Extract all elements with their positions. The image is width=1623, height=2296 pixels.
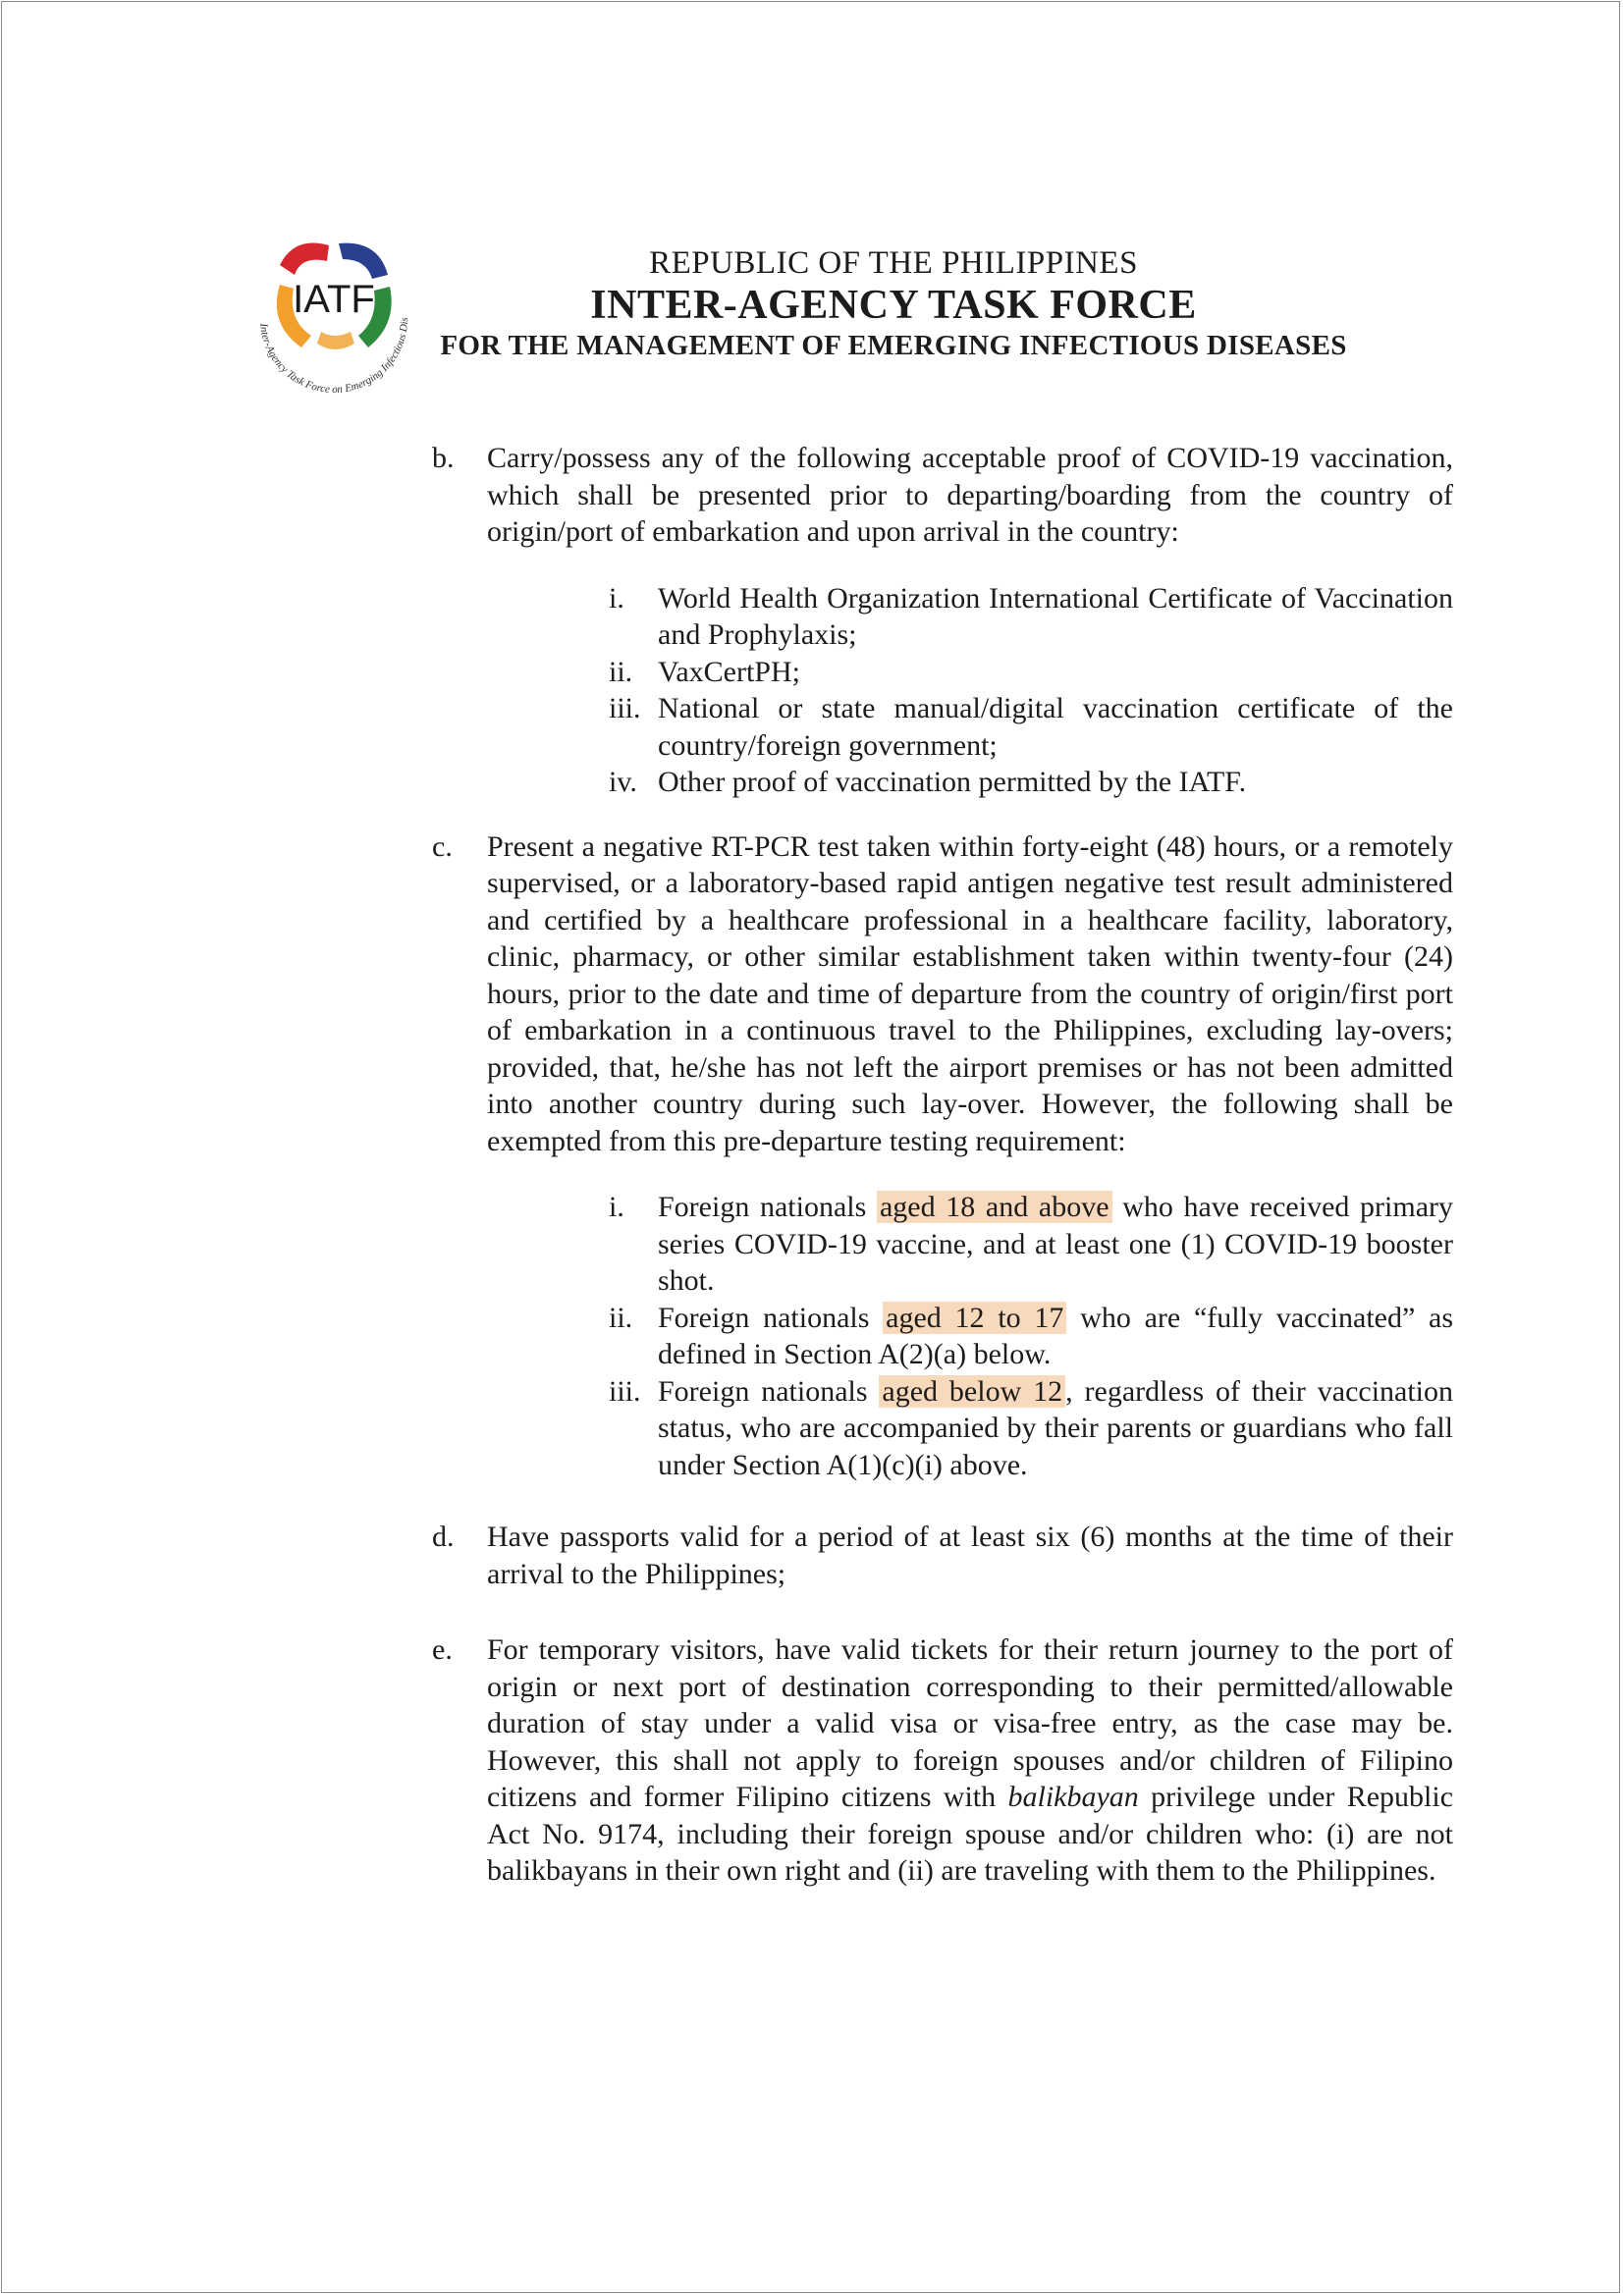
item-c xyxy=(432,828,1453,1160)
spacer xyxy=(432,1511,1453,1519)
sub-text-pre: Foreign nationals xyxy=(658,1191,867,1223)
item-c-sub-3 xyxy=(609,1373,1453,1484)
red-hand-shape xyxy=(280,243,329,276)
document-body xyxy=(432,440,1453,1890)
sub-text-pre: Foreign nationals xyxy=(658,1301,870,1334)
item-b xyxy=(432,440,1453,551)
item-d xyxy=(432,1519,1453,1592)
sub-text-post: , regardless of their vaccination status, who are accompanied by their parents or guardians who fall under Section A(1)(c)(i) above. xyxy=(658,1374,1454,1481)
sub-marker: iii. xyxy=(609,692,641,724)
sub-text: Other proof of vaccination permitted by the IATF. xyxy=(658,766,1247,798)
item-e-text-1: For temporary visitors, have valid tickets for their return journey to the port of origin or next port of destination corresponding to their permitted/allowable duration of stay under a valid visa or visa-free entry, as the case may be. However, this shall not apply to foreign spouses and/or children of Filipino citizens and former Filipino citizens with xyxy=(487,1633,1453,1813)
item-c-sublist xyxy=(609,1189,1453,1483)
logo-ring-text: Inter-Agency Task Force on Emerging Infectious Dis xyxy=(257,317,411,397)
item-e xyxy=(432,1631,1453,1890)
blue-hand-shape xyxy=(339,243,388,279)
sub-marker: i. xyxy=(609,1191,624,1223)
logo-text: IATF xyxy=(293,278,375,321)
highlighted-age: aged below 12 xyxy=(879,1375,1065,1408)
item-b-sub-2 xyxy=(609,654,1453,691)
item-e-text-2: privilege under Republic Act No. 9174, including their foreign spouse and/or children who: (i) are not balikbayans in their own right and (ii) are traveling with them to the Philippines. xyxy=(487,1781,1454,1887)
header-subtitle: FOR THE MANAGEMENT OF EMERGING INFECTIOUS DISEASES xyxy=(440,330,1347,361)
header-agency: INTER-AGENCY TASK FORCE xyxy=(590,283,1197,328)
item-c-text: Present a negative RT-PCR test taken within forty-eight (48) hours, or a remotely supervised, or a laboratory-based rapid antigen negative test result administered and certified by a healthcare professional in a healthcare facility, laboratory, clinic, pharmacy, or other similar establishment taken within twenty-four (24) hours, prior to the date and time of departure from the country of origin/first port of embarkation in a continuous travel to the Philippines, excluding lay-overs; provided, that, he/she has not left the airport premises or has not been admitted into another country during such lay-over. However, the following shall be exempted from this pre-departure testing requirement: xyxy=(487,829,1453,1157)
item-b-sub-4 xyxy=(609,764,1453,801)
item-d-text: Have passports valid for a period of at least six (6) months at the time of their arrival to the Philippines; xyxy=(487,1521,1453,1590)
item-c-marker: c. xyxy=(432,829,453,863)
item-d-marker: d. xyxy=(432,1521,455,1553)
sub-marker: ii. xyxy=(609,1301,633,1334)
sub-text-post: who are “fully vaccinated” as defined in Section A(2)(a) below. xyxy=(658,1301,1454,1370)
spacer xyxy=(432,1592,1453,1631)
sub-text: VaxCertPH; xyxy=(658,655,800,688)
sub-marker: iii. xyxy=(609,1374,641,1408)
highlighted-age: aged 18 and above xyxy=(877,1191,1112,1223)
header-republic: REPUBLIC OF THE PHILIPPINES xyxy=(649,245,1138,281)
sub-text: National or state manual/digital vaccination certificate of the country/foreign government; xyxy=(658,692,1453,762)
item-b-sublist xyxy=(609,580,1453,801)
orange-hand-lower-shape xyxy=(317,332,354,349)
sub-text-pre: Foreign nationals xyxy=(658,1374,868,1408)
item-b-text: Carry/possess any of the following acceptable proof of COVID-19 vaccination, which shall be presented prior to departing/boarding from the country of origin/port of embarkation and upon arrival in the country: xyxy=(487,442,1453,548)
iatf-logo xyxy=(241,226,427,412)
item-e-italic: balikbayan xyxy=(1007,1781,1139,1813)
sub-text-post: who have received primary series COVID-19 vaccine, and at least one (1) COVID-19 booster shot. xyxy=(658,1191,1454,1297)
sub-marker: iv. xyxy=(609,766,637,798)
item-b-marker: b. xyxy=(432,442,455,474)
sub-text: World Health Organization International Certificate of Vaccination and Prophylaxis; xyxy=(658,581,1453,651)
sub-marker: i. xyxy=(609,581,624,614)
highlighted-age: aged 12 to 17 xyxy=(883,1302,1066,1334)
item-e-marker: e. xyxy=(432,1633,453,1666)
item-b-sub-1 xyxy=(609,580,1453,654)
item-b-sub-3 xyxy=(609,690,1453,764)
item-c-sub-1 xyxy=(609,1189,1453,1300)
item-c-sub-2 xyxy=(609,1300,1453,1373)
sub-marker: ii. xyxy=(609,655,633,688)
letterhead xyxy=(432,243,1355,363)
